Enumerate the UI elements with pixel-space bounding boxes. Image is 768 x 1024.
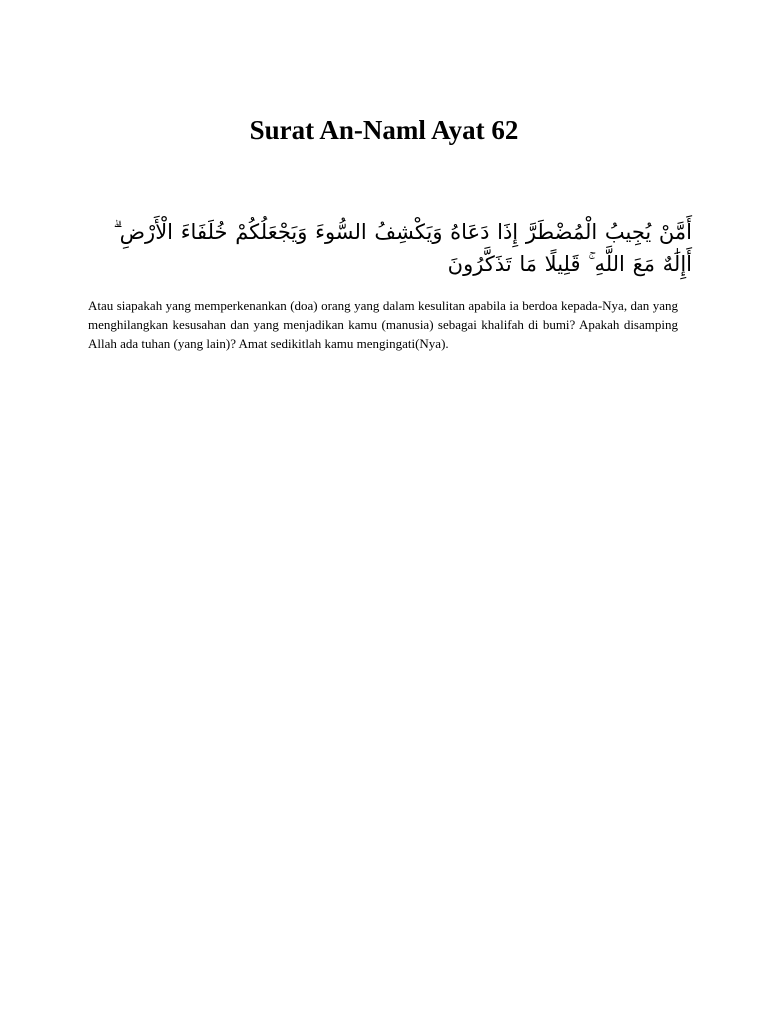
arabic-verse: أَمَّنْ يُجِيبُ الْمُضْطَرَّ إِذَا دَعَاهُ وَيَكْشِفُ السُّوءَ وَيَجْعَلُكُمْ خُلَفَاءَ الْأَرْضِ ۗ أَإِلَٰهٌ مَعَ اللَّهِ ۚ قَلِيلًا مَا تَذَكَّرُونَ xyxy=(113,220,692,276)
translation-paragraph: Atau siapakah yang memperkenankan (doa) orang yang dalam kesulitan apabila ia berdoa kepada-Nya, dan yang menghilangkan kesusahan dan yang menjadikan kamu (manusia) sebagai khalifah di bumi? Apakah disamping Allah ada tuhan (yang lain)? Amat sedikitlah kamu mengingati(Nya). xyxy=(88,298,678,351)
page-title: Surat An-Naml Ayat 62 xyxy=(249,115,519,145)
